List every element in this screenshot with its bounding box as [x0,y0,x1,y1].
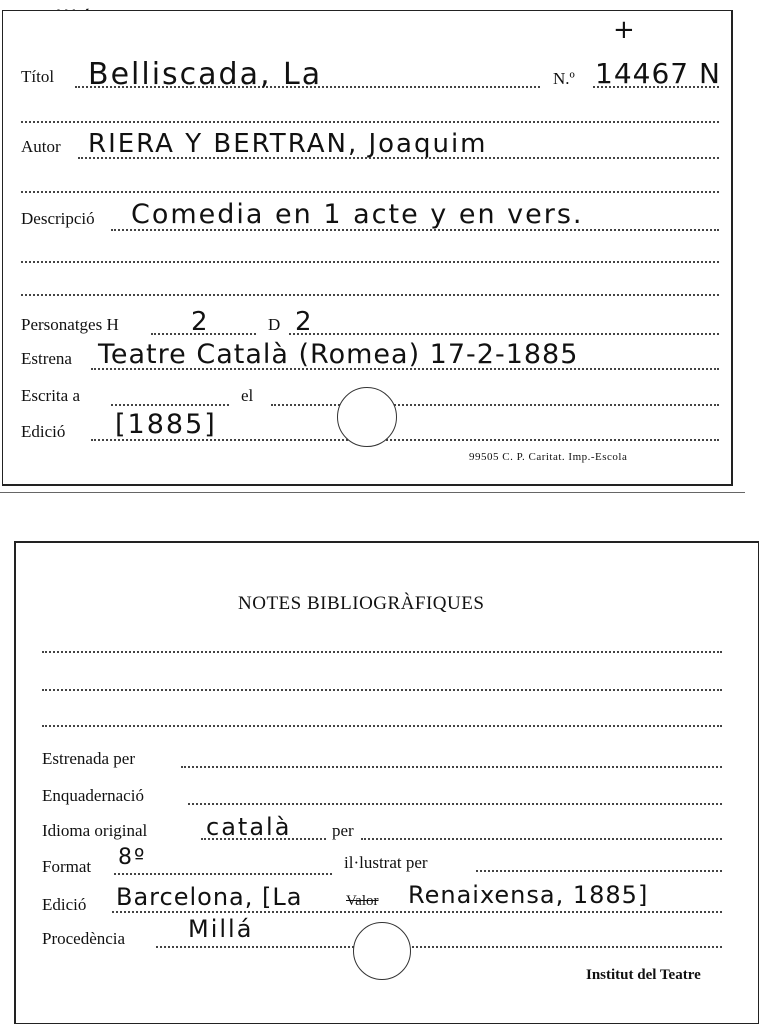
personatges-h-value: 2 [191,307,210,337]
estrena-value: Teatre Català (Romea) 17-2-1885 [98,339,579,370]
printer-imprint: 99505 C. P. Caritat. Imp.-Escola [469,451,628,463]
back-edicio-value-2: Renaixensa, 1885] [408,881,649,909]
format-label: Format [42,857,92,876]
edicio-label: Edició [21,422,66,441]
titol-label: Títol [21,67,55,86]
front-catalog-card [2,10,733,486]
numero-value: 14467 N [595,57,721,90]
el-label: el [241,386,254,405]
notes-title: NOTES BIBLIOGRÀFIQUES [238,593,485,614]
procedencia-value: Millá [188,915,254,943]
illustrat-label: il·lustrat per [344,853,428,872]
titol-value: Belliscada, La [88,57,323,92]
numero-label: N.º [553,69,575,88]
back-catalog-card [14,541,759,1024]
procedencia-line [156,946,722,948]
estrenada-line [181,766,722,768]
card-divider [0,492,745,493]
autor-value: RIERA Y BERTRAN, Joaquim [88,129,488,159]
illustrat-line [476,870,722,872]
idioma-value: català [206,813,292,841]
back-edicio-line [112,911,722,913]
autor-line-2 [21,191,719,193]
personatges-label: Personatges H [21,315,119,334]
notes-line-2 [42,689,722,691]
personatges-d-label: D [268,315,281,334]
enquadernacio-label: Enquadernació [42,786,144,805]
descripcio-line-2 [21,261,719,263]
personatges-d-value: 2 [295,307,314,337]
personatges-d-line [289,333,719,335]
back-edicio-struck: Valor [346,893,379,909]
descripcio-value: Comedia en 1 acte y en vers. [131,199,584,230]
descripcio-line-3 [21,294,719,296]
edicio-value: [1885] [115,409,217,440]
card-mark: + [613,15,637,45]
notes-line-3 [42,725,722,727]
estrenada-label: Estrenada per [42,749,135,768]
escrita-label: Escrita a [21,386,80,405]
back-edicio-label: Edició [42,895,87,914]
titol-line-2 [21,121,719,123]
institution-label: Institut del Teatre [586,967,701,983]
back-punch-hole [353,922,411,980]
back-edicio-value-1: Barcelona, [La [116,883,303,911]
descripcio-label: Descripció [21,209,95,228]
idioma-label: Idioma original [42,821,148,840]
idioma-per-line [361,838,722,840]
notes-line-1 [42,651,722,653]
punch-hole [337,387,397,447]
autor-label: Autor [21,137,61,156]
format-line [114,873,332,875]
format-value: 8º [118,845,147,870]
escrita-line [111,404,229,406]
estrena-label: Estrena [21,349,72,368]
procedencia-label: Procedència [42,929,126,948]
idioma-per-label: per [332,821,354,840]
enquadernacio-line [188,803,722,805]
